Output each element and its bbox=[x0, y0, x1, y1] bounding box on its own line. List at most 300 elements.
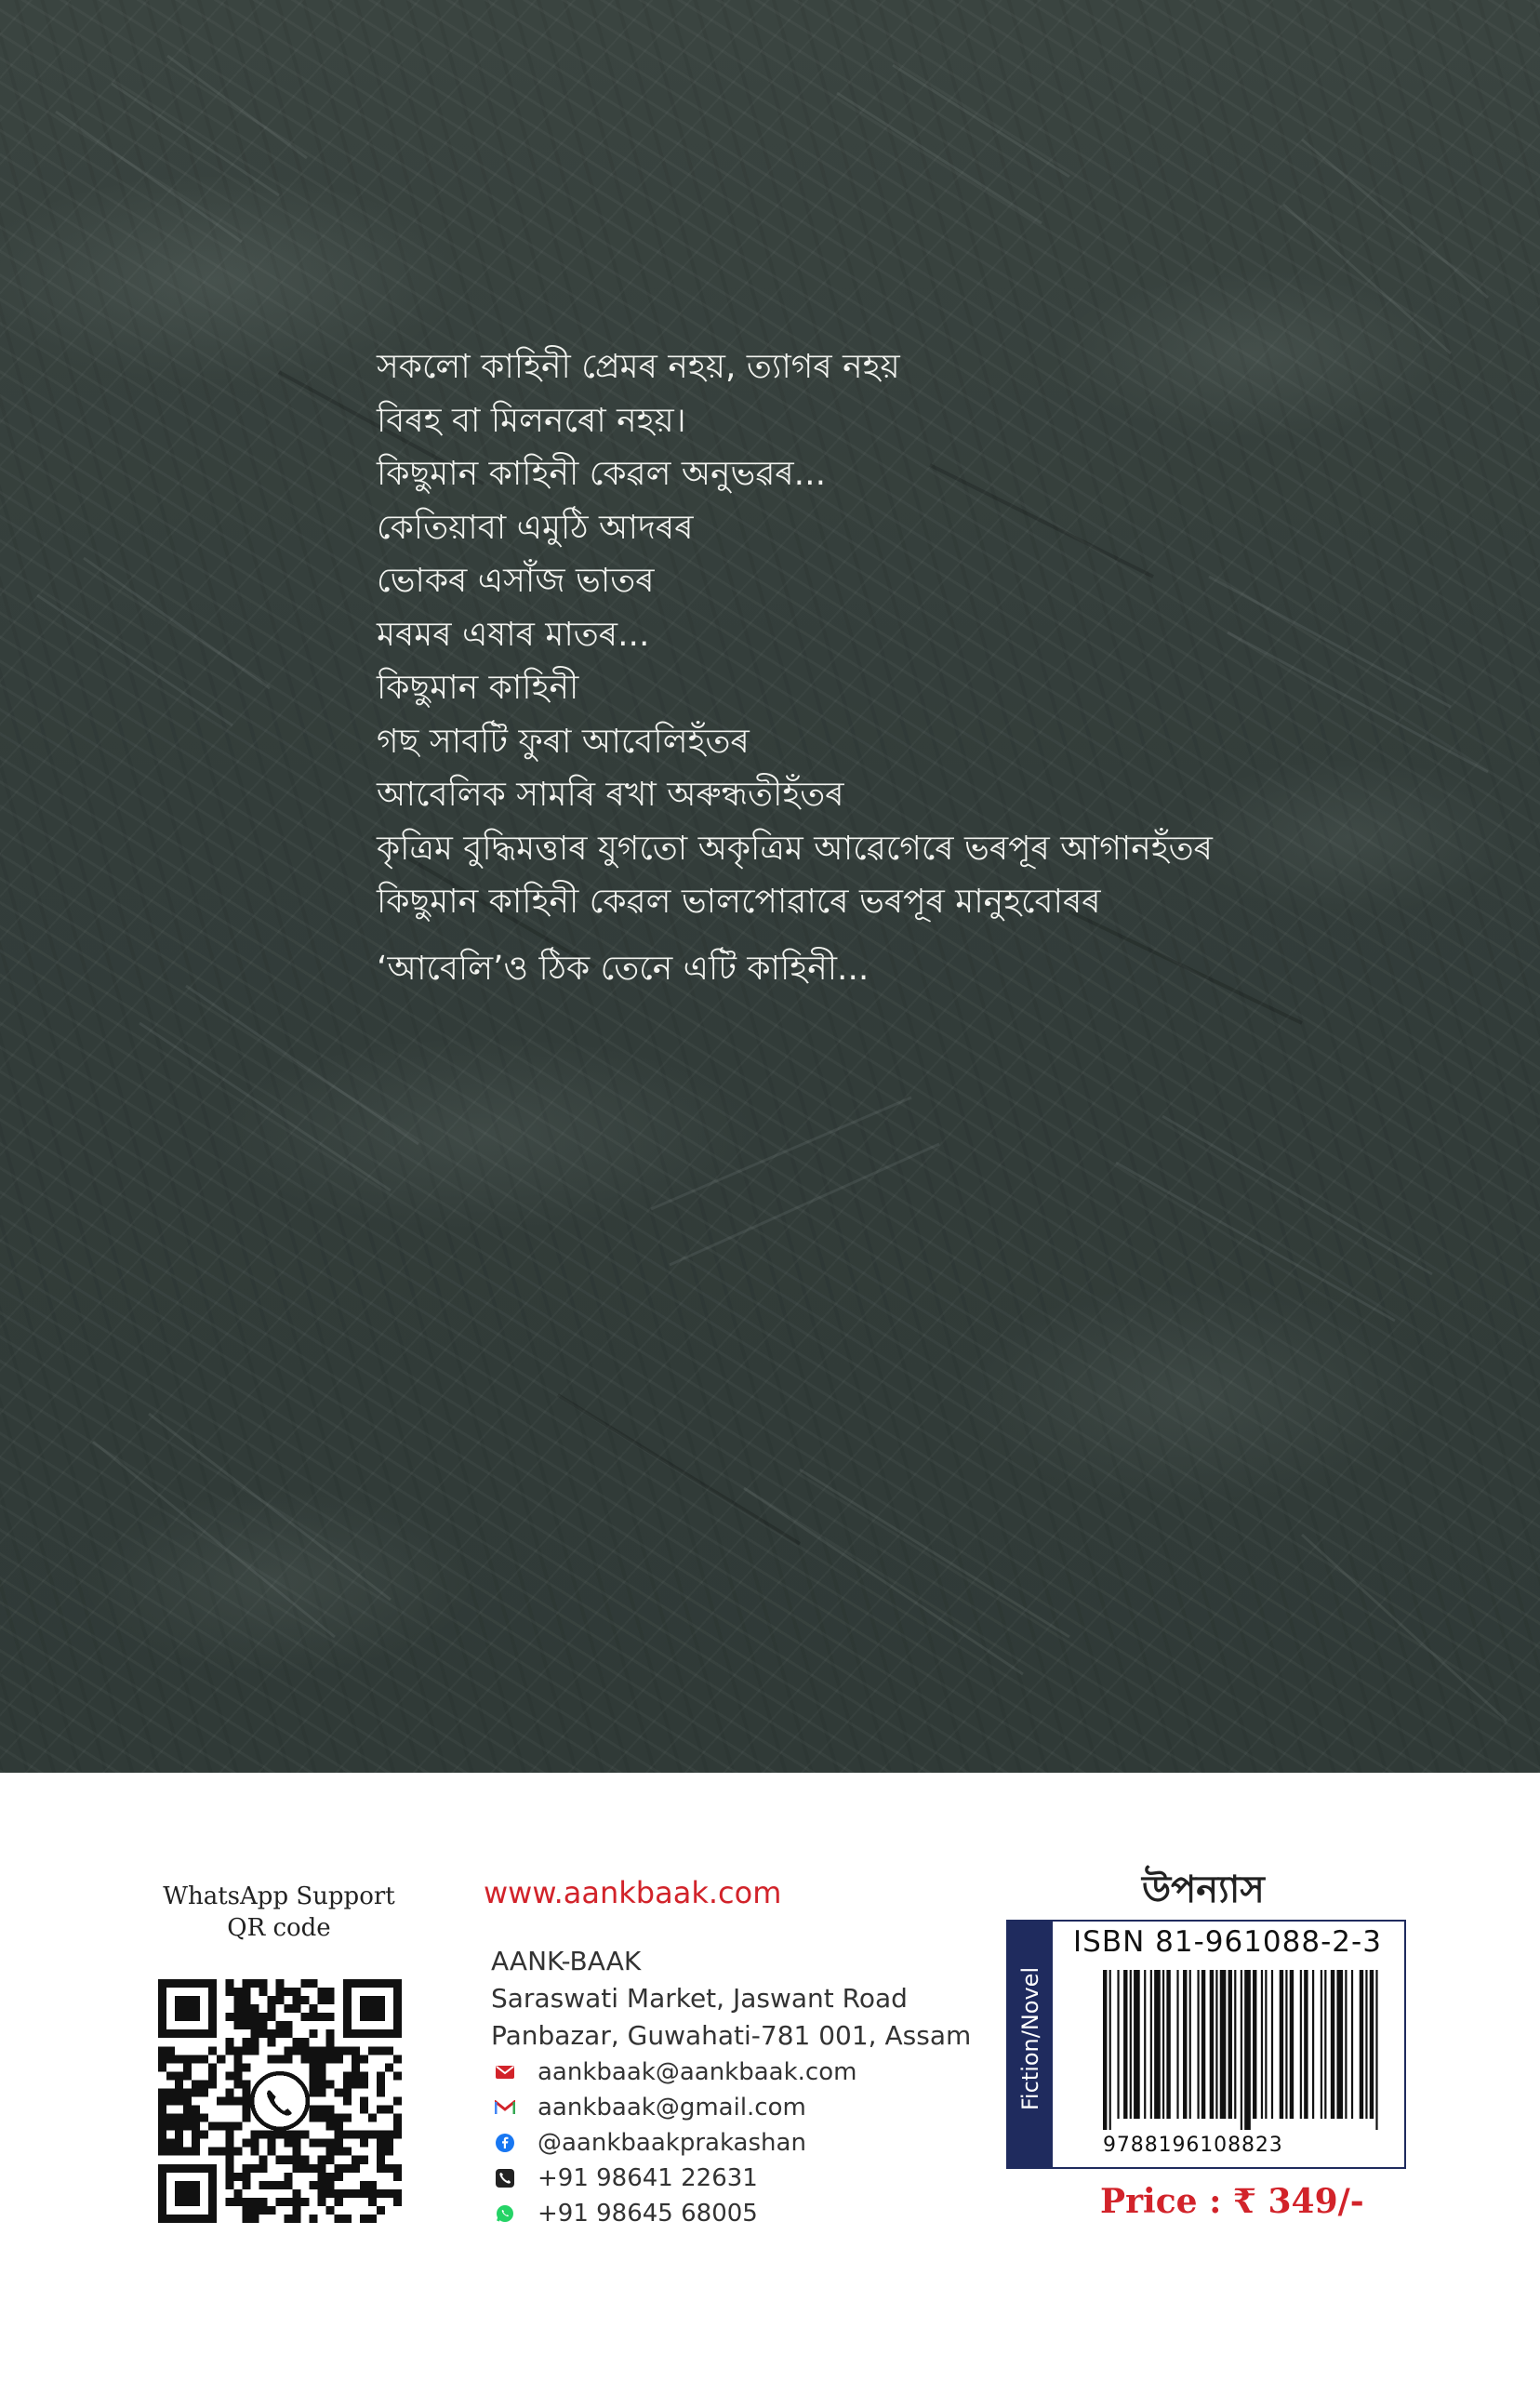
barcode-bar bbox=[1166, 1970, 1170, 2119]
barcode-digits: 9788196108823 bbox=[1103, 2134, 1283, 2157]
qr-module bbox=[326, 2055, 335, 2063]
qr-module bbox=[310, 2071, 318, 2080]
qr-module bbox=[250, 2029, 259, 2038]
qr-module bbox=[326, 2206, 335, 2215]
qr-module bbox=[217, 2148, 225, 2156]
qr-module bbox=[175, 2080, 183, 2088]
qr-module bbox=[393, 2122, 402, 2131]
qr-module bbox=[318, 2013, 326, 2021]
qr-module bbox=[250, 2148, 259, 2156]
qr-module bbox=[175, 2071, 183, 2080]
barcode-bar bbox=[1300, 1970, 1302, 2119]
qr-module bbox=[377, 2156, 385, 2164]
qr-module bbox=[233, 2096, 242, 2105]
qr-module bbox=[242, 1996, 250, 2004]
qr-module bbox=[385, 2106, 393, 2114]
qr-module bbox=[275, 2055, 284, 2063]
qr-module bbox=[301, 1979, 310, 1988]
qr-module bbox=[166, 2071, 175, 2080]
qr-module bbox=[233, 2122, 242, 2131]
qr-module bbox=[310, 2063, 318, 2071]
qr-module bbox=[326, 2139, 335, 2148]
qr-module bbox=[393, 2114, 402, 2122]
qr-module bbox=[310, 2088, 318, 2096]
qr-module bbox=[343, 2148, 352, 2156]
qr-module bbox=[267, 2055, 275, 2063]
qr-module bbox=[318, 2198, 326, 2206]
qr-module bbox=[360, 2096, 368, 2105]
qr-caption bbox=[149, 1881, 409, 1944]
qr-module bbox=[293, 2038, 301, 2046]
qr-module bbox=[242, 2173, 250, 2181]
qr-module bbox=[293, 2156, 301, 2164]
phone-icon bbox=[493, 2166, 517, 2190]
qr-module bbox=[393, 2164, 402, 2173]
contact-email-row[interactable] bbox=[493, 2055, 856, 2090]
qr-module bbox=[285, 2021, 293, 2029]
qr-module bbox=[259, 2206, 267, 2215]
qr-module bbox=[250, 1979, 259, 1988]
qr-module bbox=[285, 2181, 293, 2189]
qr-module bbox=[242, 1979, 250, 1988]
qr-module bbox=[175, 2131, 183, 2139]
qr-module bbox=[377, 2164, 385, 2173]
contact-text: +91 98641 22631 bbox=[538, 2164, 758, 2192]
qr-module bbox=[310, 1979, 318, 1988]
qr-module bbox=[200, 2131, 208, 2139]
qr-module bbox=[318, 2114, 326, 2122]
qr-module bbox=[225, 2096, 233, 2105]
qr-module bbox=[377, 2106, 385, 2114]
qr-module bbox=[310, 2139, 318, 2148]
qr-module bbox=[377, 2148, 385, 2156]
qr-module bbox=[225, 2046, 233, 2055]
barcode-bar bbox=[1365, 1970, 1367, 2119]
qr-module bbox=[285, 2215, 293, 2223]
qr-module bbox=[360, 2156, 368, 2164]
qr-module bbox=[318, 2063, 326, 2071]
qr-module bbox=[385, 2164, 393, 2173]
qr-code-image bbox=[158, 1979, 402, 2223]
barcode-bar bbox=[1183, 1970, 1187, 2119]
qr-module bbox=[293, 2139, 301, 2148]
qr-module bbox=[335, 2088, 343, 2096]
qr-module bbox=[360, 2215, 368, 2223]
qr-module bbox=[310, 2114, 318, 2122]
whatsapp-icon bbox=[493, 2201, 517, 2226]
barcode-bar bbox=[1375, 1970, 1377, 2130]
qr-module bbox=[158, 2122, 166, 2131]
qr-module bbox=[192, 2080, 200, 2088]
qr-module bbox=[166, 2122, 175, 2131]
qr-module bbox=[310, 2013, 318, 2021]
qr-module bbox=[250, 2198, 259, 2206]
qr-module bbox=[318, 2071, 326, 2080]
qr-module bbox=[225, 2164, 233, 2173]
qr-module bbox=[166, 2046, 175, 2055]
qr-module bbox=[360, 2055, 368, 2063]
qr-module bbox=[293, 2131, 301, 2139]
qr-module bbox=[192, 2122, 200, 2131]
qr-module bbox=[393, 2198, 402, 2206]
qr-module bbox=[175, 2139, 183, 2148]
qr-module bbox=[267, 2206, 275, 2215]
qr-module bbox=[267, 2029, 275, 2038]
qr-module bbox=[242, 2114, 250, 2122]
qr-module bbox=[335, 2148, 343, 2156]
contact-whatsapp-row[interactable] bbox=[493, 2196, 758, 2231]
qr-module bbox=[166, 2055, 175, 2063]
qr-module bbox=[293, 2189, 301, 2198]
qr-module bbox=[301, 2046, 310, 2055]
qr-module bbox=[225, 2088, 233, 2096]
qr-module bbox=[166, 2096, 175, 2105]
blurb-line: কিছুমান কাহিনী কেৱল অনুভৱৰ... bbox=[377, 455, 827, 493]
barcode-bar bbox=[1134, 1970, 1140, 2119]
barcode-bar bbox=[1321, 1970, 1322, 2119]
qr-module bbox=[183, 2114, 192, 2122]
qr-module bbox=[250, 2215, 259, 2223]
qr-module bbox=[158, 2148, 166, 2156]
qr-module bbox=[335, 2198, 343, 2206]
qr-module bbox=[385, 2189, 393, 2198]
qr-module bbox=[343, 2046, 352, 2055]
qr-module bbox=[343, 2080, 352, 2088]
contact-facebook-row[interactable] bbox=[493, 2125, 806, 2161]
qr-module bbox=[250, 2131, 259, 2139]
barcode-bar bbox=[1130, 1970, 1132, 2119]
barcode-bar bbox=[1285, 1970, 1287, 2119]
qr-module bbox=[385, 2063, 393, 2071]
qr-module bbox=[242, 2198, 250, 2206]
barcode-bar bbox=[1150, 1970, 1152, 2119]
qr-module bbox=[326, 2122, 335, 2131]
qr-module bbox=[267, 2004, 275, 2013]
contact-gmail-row[interactable] bbox=[493, 2090, 806, 2125]
blurb-text bbox=[377, 340, 1400, 995]
barcode-bar bbox=[1261, 1970, 1263, 2119]
qr-module bbox=[233, 2071, 242, 2080]
qr-module bbox=[318, 2156, 326, 2164]
qr-module bbox=[233, 2055, 242, 2063]
qr-module bbox=[352, 2046, 360, 2055]
qr-module bbox=[326, 2189, 335, 2198]
qr-module bbox=[360, 2139, 368, 2148]
contact-phone-row[interactable] bbox=[493, 2161, 758, 2196]
qr-module bbox=[275, 2029, 284, 2038]
qr-module bbox=[259, 2021, 267, 2029]
qr-module bbox=[360, 2181, 368, 2189]
qr-finder-pattern bbox=[360, 1996, 385, 2021]
barcode-bar bbox=[1280, 1970, 1283, 2119]
qr-module bbox=[233, 1988, 242, 1996]
qr-module bbox=[242, 2046, 250, 2055]
qr-module bbox=[285, 2173, 293, 2181]
qr-module bbox=[360, 2131, 368, 2139]
blurb-closing-line: ‘আবেলি’ও ঠিক তেনে এটি কাহিনী... bbox=[377, 949, 870, 988]
qr-module bbox=[275, 2156, 284, 2164]
isbn-number: ISBN 81-961088-2-3 bbox=[1073, 1925, 1382, 1959]
qr-module bbox=[343, 2215, 352, 2223]
qr-module bbox=[200, 2080, 208, 2088]
qr-module bbox=[352, 2080, 360, 2088]
qr-module bbox=[310, 2004, 318, 2013]
isbn-barcode-box bbox=[1006, 1920, 1406, 2169]
blurb-line: কিছুমান কাহিনী bbox=[377, 669, 579, 707]
barcode-bar bbox=[1304, 1970, 1308, 2119]
qr-module bbox=[233, 2063, 242, 2071]
barcode-bar bbox=[1336, 1970, 1343, 2119]
qr-module bbox=[158, 2139, 166, 2148]
qr-module bbox=[242, 2038, 250, 2046]
website-link[interactable]: www.aankbaak.com bbox=[484, 1875, 782, 1910]
qr-module bbox=[310, 2215, 318, 2223]
qr-finder-pattern bbox=[175, 1996, 200, 2021]
qr-module bbox=[275, 1988, 284, 1996]
qr-module bbox=[225, 2156, 233, 2164]
barcode-bar bbox=[1103, 1970, 1107, 2130]
qr-module bbox=[267, 1996, 275, 2004]
qr-module bbox=[225, 2013, 233, 2021]
blurb-line: কেতিয়াবা এমুঠি আদৰৰ bbox=[377, 508, 694, 547]
qr-module bbox=[326, 1996, 335, 2004]
qr-module bbox=[233, 2046, 242, 2055]
qr-module bbox=[301, 2013, 310, 2021]
qr-module bbox=[293, 2164, 301, 2173]
qr-module bbox=[183, 2148, 192, 2156]
qr-module bbox=[326, 2181, 335, 2189]
qr-module bbox=[335, 2164, 343, 2173]
qr-module bbox=[242, 2215, 250, 2223]
qr-module bbox=[377, 2088, 385, 2096]
qr-module bbox=[326, 2114, 335, 2122]
qr-module bbox=[326, 2046, 335, 2055]
whatsapp-qr-code[interactable] bbox=[158, 1979, 402, 2223]
qr-module bbox=[343, 2096, 352, 2105]
mail-icon bbox=[493, 2060, 517, 2084]
barcode-bar bbox=[1312, 1970, 1314, 2119]
qr-module bbox=[225, 2131, 233, 2139]
qr-module bbox=[343, 2071, 352, 2080]
qr-module bbox=[200, 2055, 208, 2063]
qr-module bbox=[225, 1979, 233, 1988]
barcode-bar bbox=[1201, 1970, 1205, 2119]
qr-module bbox=[310, 2029, 318, 2038]
qr-module bbox=[318, 2046, 326, 2055]
qr-module bbox=[293, 1996, 301, 2004]
qr-module bbox=[233, 2013, 242, 2021]
qr-module bbox=[352, 2063, 360, 2071]
category-band bbox=[1008, 1922, 1053, 2167]
barcode-bar bbox=[1234, 1970, 1236, 2119]
qr-module bbox=[326, 1988, 335, 1996]
qr-module bbox=[175, 2122, 183, 2131]
qr-module bbox=[175, 2055, 183, 2063]
qr-module bbox=[368, 2198, 377, 2206]
barcode-bar bbox=[1210, 1970, 1214, 2119]
qr-module bbox=[335, 2189, 343, 2198]
address-line: Saraswati Market, Jaswant Road bbox=[491, 1983, 908, 2014]
qr-module bbox=[242, 2164, 250, 2173]
qr-module bbox=[335, 2114, 343, 2122]
qr-module bbox=[183, 2063, 192, 2071]
qr-module bbox=[225, 2173, 233, 2181]
publisher-name: AANK-BAAK bbox=[491, 1946, 642, 1976]
qr-module bbox=[360, 2080, 368, 2088]
qr-module bbox=[293, 2198, 301, 2206]
qr-module bbox=[242, 1988, 250, 1996]
qr-module bbox=[267, 2181, 275, 2189]
qr-module bbox=[259, 2029, 267, 2038]
qr-module bbox=[310, 2046, 318, 2055]
qr-module bbox=[310, 2055, 318, 2063]
qr-module bbox=[275, 1996, 284, 2004]
barcode-bar bbox=[1117, 1970, 1119, 2119]
qr-module bbox=[335, 2046, 343, 2055]
qr-module bbox=[267, 2038, 275, 2046]
qr-module bbox=[233, 2004, 242, 2013]
qr-module bbox=[285, 2055, 293, 2063]
qr-module bbox=[293, 2046, 301, 2055]
qr-module bbox=[393, 2131, 402, 2139]
qr-module bbox=[343, 2131, 352, 2139]
qr-module bbox=[385, 2139, 393, 2148]
qr-module bbox=[301, 2038, 310, 2046]
qr-module bbox=[377, 2071, 385, 2080]
qr-module bbox=[285, 2139, 293, 2148]
barcode-bar bbox=[1324, 1970, 1326, 2119]
qr-module bbox=[293, 2004, 301, 2013]
qr-whatsapp-logo bbox=[252, 2073, 308, 2129]
qr-module bbox=[368, 2131, 377, 2139]
barcode-bar bbox=[1360, 1970, 1363, 2119]
qr-module bbox=[267, 2139, 275, 2148]
qr-module bbox=[250, 2046, 259, 2055]
qr-module bbox=[318, 2088, 326, 2096]
barcode-bar bbox=[1189, 1970, 1191, 2119]
qr-module bbox=[208, 2080, 217, 2088]
qr-module bbox=[335, 2173, 343, 2181]
qr-module bbox=[225, 1988, 233, 1996]
qr-module bbox=[360, 2189, 368, 2198]
contact-text: +91 98645 68005 bbox=[538, 2200, 758, 2228]
qr-module bbox=[183, 2106, 192, 2114]
qr-module bbox=[285, 2198, 293, 2206]
qr-module bbox=[242, 2004, 250, 2013]
barcode-bar bbox=[1290, 1970, 1294, 2119]
qr-module bbox=[166, 2114, 175, 2122]
barcode-bar bbox=[1123, 1970, 1127, 2119]
qr-module bbox=[326, 2173, 335, 2181]
qr-module bbox=[352, 2189, 360, 2198]
qr-module bbox=[208, 2122, 217, 2131]
qr-module bbox=[259, 2131, 267, 2139]
qr-module bbox=[217, 2055, 225, 2063]
blurb-line: আবেলিক সামৰি ৰখা অৰুন্ধতীহঁতৰ bbox=[377, 776, 844, 814]
qr-module bbox=[192, 2106, 200, 2114]
qr-module bbox=[393, 2096, 402, 2105]
qr-module bbox=[200, 2088, 208, 2096]
qr-module bbox=[166, 2088, 175, 2096]
qr-module bbox=[259, 2181, 267, 2189]
barcode-bar bbox=[1220, 1970, 1227, 2119]
facebook-icon bbox=[493, 2131, 517, 2155]
qr-module bbox=[275, 2131, 284, 2139]
qr-module bbox=[259, 2198, 267, 2206]
qr-module bbox=[368, 2215, 377, 2223]
qr-module bbox=[352, 2071, 360, 2080]
qr-module bbox=[335, 2139, 343, 2148]
qr-module bbox=[318, 2189, 326, 2198]
qr-module bbox=[385, 2148, 393, 2156]
qr-module bbox=[360, 2106, 368, 2114]
qr-module bbox=[326, 2148, 335, 2156]
qr-module bbox=[393, 2189, 402, 2198]
qr-module bbox=[293, 2148, 301, 2156]
qr-module bbox=[233, 1996, 242, 2004]
qr-module bbox=[183, 2088, 192, 2096]
qr-module bbox=[225, 2122, 233, 2131]
qr-module bbox=[285, 2156, 293, 2164]
barcode-bar bbox=[1331, 1970, 1334, 2119]
qr-module bbox=[242, 2106, 250, 2114]
price-label: Price : ₹ 349/- bbox=[1100, 2182, 1364, 2221]
qr-module bbox=[318, 2181, 326, 2189]
qr-module bbox=[368, 2046, 377, 2055]
qr-module bbox=[377, 2206, 385, 2215]
barcode-bar bbox=[1370, 1970, 1374, 2119]
qr-module bbox=[301, 1996, 310, 2004]
qr-module bbox=[285, 2004, 293, 2013]
barcode-bar bbox=[1228, 1970, 1232, 2119]
qr-module bbox=[275, 1979, 284, 1988]
qr-module bbox=[377, 2046, 385, 2055]
qr-module bbox=[242, 2080, 250, 2088]
qr-module bbox=[158, 2096, 166, 2105]
qr-module bbox=[275, 2181, 284, 2189]
qr-module bbox=[285, 1988, 293, 1996]
qr-module bbox=[242, 2096, 250, 2105]
qr-module bbox=[192, 2131, 200, 2139]
qr-module bbox=[242, 2139, 250, 2148]
qr-module bbox=[217, 2122, 225, 2131]
qr-module bbox=[192, 2088, 200, 2096]
qr-module bbox=[158, 2088, 166, 2096]
qr-module bbox=[250, 2164, 259, 2173]
qr-module bbox=[225, 2038, 233, 2046]
qr-module bbox=[335, 2215, 343, 2223]
qr-module bbox=[225, 2198, 233, 2206]
qr-module bbox=[301, 2131, 310, 2139]
qr-module bbox=[310, 2181, 318, 2189]
qr-module bbox=[225, 2181, 233, 2189]
barcode-bar bbox=[1162, 1970, 1164, 2119]
qr-module bbox=[275, 2021, 284, 2029]
barcode-bar bbox=[1144, 1970, 1146, 2119]
qr-module bbox=[233, 2021, 242, 2029]
qr-module bbox=[326, 2106, 335, 2114]
qr-caption-line: QR code bbox=[227, 1914, 331, 1942]
qr-module bbox=[242, 2013, 250, 2021]
qr-module bbox=[242, 2088, 250, 2096]
qr-module bbox=[183, 2055, 192, 2063]
qr-module bbox=[175, 2148, 183, 2156]
qr-module bbox=[275, 2198, 284, 2206]
qr-module bbox=[385, 2046, 393, 2055]
genre-label: উপন্যাস bbox=[1142, 1869, 1265, 1911]
qr-module bbox=[267, 2131, 275, 2139]
qr-module bbox=[301, 2198, 310, 2206]
